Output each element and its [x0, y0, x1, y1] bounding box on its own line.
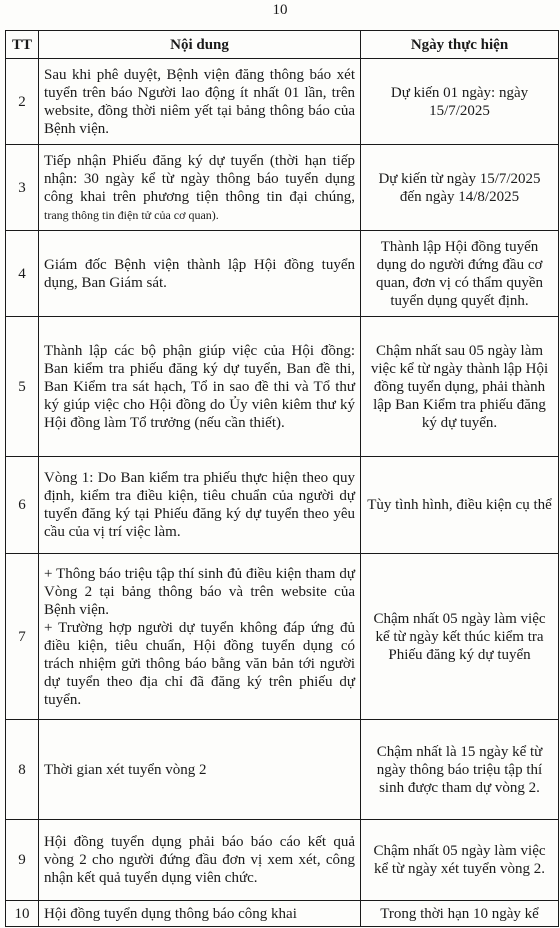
- row-number: 9: [6, 820, 39, 901]
- row-date: Dự kiến 01 ngày: ngày 15/7/2025: [361, 59, 559, 145]
- page-number: 10: [272, 2, 288, 18]
- row-content: Thời gian xét tuyển vòng 2: [39, 720, 361, 820]
- row-content: Hội đồng tuyển dụng thông báo công khai: [39, 901, 361, 927]
- row-date: Tùy tình hình, điều kiện cụ thể: [361, 457, 559, 554]
- row-content-main: Tiếp nhận Phiếu đăng ký dự tuyển (thời hạn tiếp nhận: 30 ngày kể từ ngày thông báo tuyển dụng công khai trên phương tiện thông tin đại chúng,: [44, 152, 355, 205]
- table-row: [6, 720, 559, 820]
- row-date: Chậm nhất là 15 ngày kể từ ngày thông báo triệu tập thí sinh được tham dự vòng 2.: [361, 720, 559, 820]
- row-date: Dự kiến từ ngày 15/7/2025 đến ngày 14/8/2025: [361, 145, 559, 231]
- row-content: Giám đốc Bệnh viện thành lập Hội đồng tuyển dụng, Ban Giám sát.: [39, 231, 361, 317]
- header-date: Ngày thực hiện: [361, 31, 559, 59]
- row-number: 3: [6, 145, 39, 231]
- row-date: Chậm nhất 05 ngày làm việc kể từ ngày kết thúc kiểm tra Phiếu đăng ký dự tuyển: [361, 554, 559, 720]
- row-content: [39, 554, 361, 720]
- row-content-small: trang thông tin điện tử của cơ quan).: [44, 207, 219, 222]
- row-number: 10: [6, 901, 39, 927]
- row-number: 5: [6, 317, 39, 457]
- table-row: [6, 901, 559, 927]
- row-content: [39, 145, 361, 231]
- row-date: Chậm nhất 05 ngày làm việc kể từ ngày xét tuyển vòng 2.: [361, 820, 559, 901]
- row-content: Hội đồng tuyển dụng phải báo báo cáo kết quả vòng 2 cho người đứng đầu đơn vị xem xét, công nhận kết quả tuyển dụng viên chức.: [39, 820, 361, 901]
- row-content: Sau khi phê duyệt, Bệnh viện đăng thông báo xét tuyển trên báo Người lao động ít nhất 01 lần, trên website, đồng thời niêm yết tại bảng thông báo của Bệnh viện.: [39, 59, 361, 145]
- table-row: [6, 820, 559, 901]
- table-row: [6, 145, 559, 231]
- table-row: [6, 457, 559, 554]
- row-content: Vòng 1: Do Ban kiểm tra phiếu thực hiện theo quy định, kiểm tra điều kiện, tiêu chuẩn của người dự tuyển đăng ký tại Phiếu đăng ký dự tuyển theo yêu cầu của vị trí việc làm.: [39, 457, 361, 554]
- header-content: Nội dung: [39, 31, 361, 59]
- table-row: [6, 231, 559, 317]
- row-content-line-2: + Trường hợp người dự tuyển không đáp ứng đủ điều kiện, tiêu chuẩn, Hội đồng tuyển dụng có trách nhiệm gửi thông báo bằng văn bản tới người dự tuyển theo địa chỉ đã đăng ký trên phiếu dự tuyển.: [44, 619, 355, 708]
- row-number: 4: [6, 231, 39, 317]
- header-tt: TT: [6, 31, 39, 59]
- row-number: 8: [6, 720, 39, 820]
- table-row: [6, 554, 559, 720]
- table-row: [6, 317, 559, 457]
- schedule-table: [5, 30, 559, 927]
- row-number: 7: [6, 554, 39, 720]
- row-date: Trong thời hạn 10 ngày kể: [361, 901, 559, 927]
- table-row: [6, 59, 559, 145]
- row-number: 6: [6, 457, 39, 554]
- row-date: Thành lập Hội đồng tuyển dụng do người đứng đầu cơ quan, đơn vị có thẩm quyền tuyển dụng quyết định.: [361, 231, 559, 317]
- row-date: Chậm nhất sau 05 ngày làm việc kể từ ngày thành lập Hội đồng tuyển dụng, phải thành lập Ban Kiểm tra phiếu đăng ký dự tuyển.: [361, 317, 559, 457]
- row-number: 2: [6, 59, 39, 145]
- row-content-line-1: + Thông báo triệu tập thí sinh đủ điều kiện tham dự Vòng 2 tại bảng thông báo và trên website của Bệnh viện.: [44, 565, 355, 618]
- row-content: Thành lập các bộ phận giúp việc của Hội đồng: Ban kiểm tra phiếu đăng ký dự tuyển, Ban đề thi, Ban Kiểm tra sát hạch, Tổ in sao đề thi và Tổ thư ký giúp việc cho Hội đồng do Ủy viên kiêm thư ký Hội đồng làm Tổ trưởng (nếu cần thiết).: [39, 317, 361, 457]
- table-header-row: [6, 31, 559, 59]
